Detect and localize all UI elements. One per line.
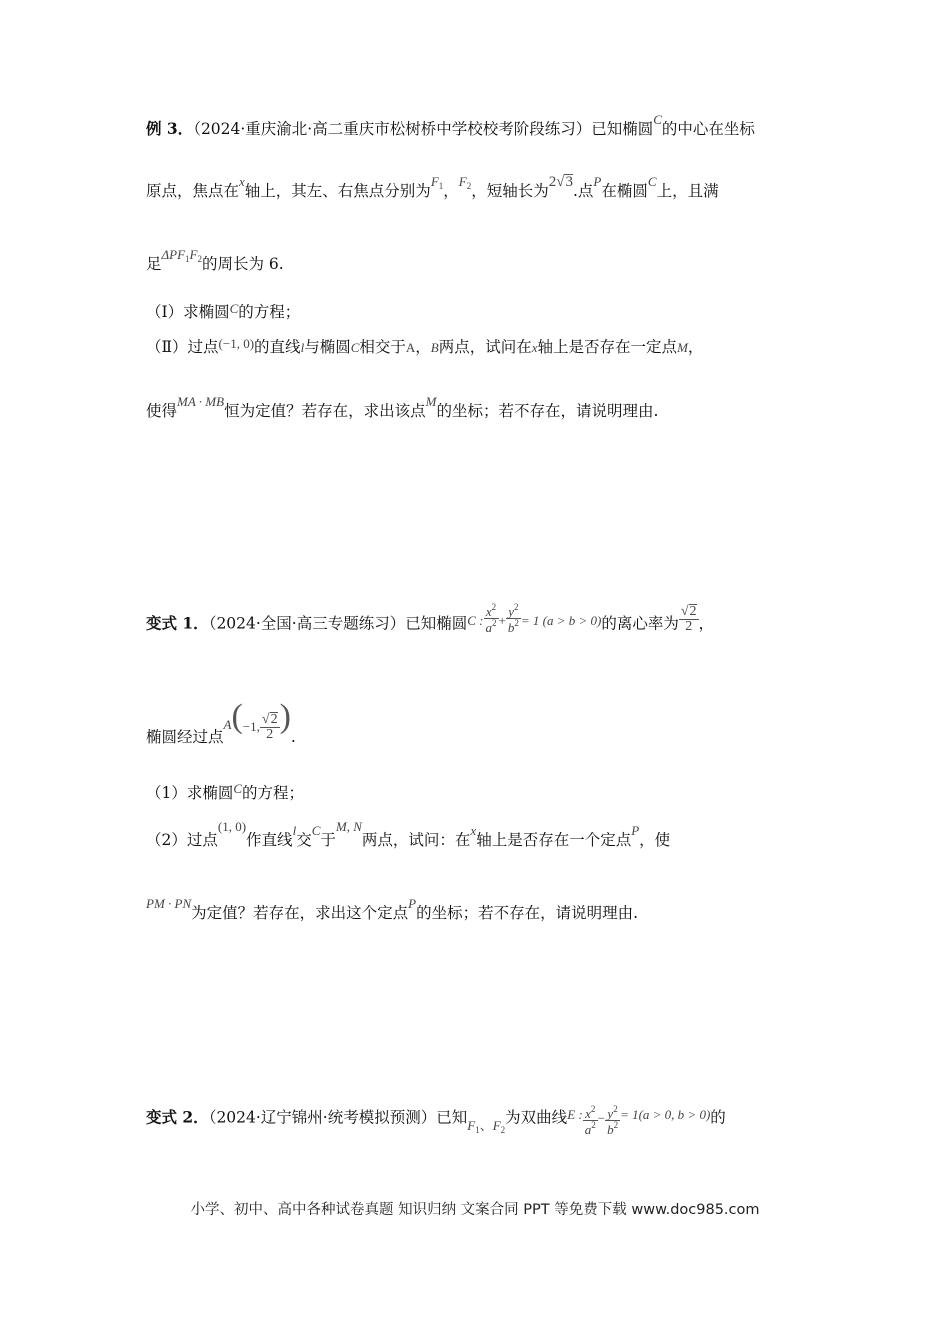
ex3-source: （2024·重庆渝北·高二重庆市松树桥中学校校考阶段练习）已知椭圆	[193, 120, 654, 138]
text: 于	[320, 831, 336, 849]
math-minus: −	[597, 1110, 606, 1126]
math-C: C	[229, 301, 239, 316]
page-footer: 小学、初中、高中各种试卷真题 知识归纳 文案合同 PPT 等免费下载 www.doc985.com	[190, 1202, 760, 1218]
math-paren-left: (	[231, 698, 243, 735]
math-l: l	[292, 823, 297, 838]
text: 与椭圆	[304, 338, 351, 356]
ex3-q2	[146, 336, 704, 356]
text: （2）过点	[146, 831, 218, 849]
math-neg1: −1,	[242, 719, 260, 734]
text: （I）求椭圆	[146, 303, 230, 321]
text: 的直线	[254, 338, 301, 356]
math-MN: M, N	[335, 819, 362, 834]
math-C: C	[653, 112, 662, 127]
text: （Ⅱ）过点	[146, 338, 219, 356]
math-y2-over-b2: $\frac{y^2}{b^2}$	[507, 602, 519, 635]
ex3-line-2	[146, 174, 719, 201]
text: 轴上是否存在一定点	[537, 338, 678, 356]
v2-label: 变式 2．	[146, 1107, 209, 1127]
math-P: P	[631, 823, 640, 838]
text: ，使	[639, 831, 671, 849]
v1-label: 变式 1．	[146, 613, 209, 633]
math-triangle: ΔPF1F2	[161, 247, 202, 264]
math-C: C	[350, 340, 360, 355]
text: 的离心率为	[601, 614, 679, 633]
math-x: x	[531, 340, 538, 355]
text: .点	[572, 182, 594, 200]
math-sqrt2-over-2: $\frac{√2}{2}$	[680, 603, 697, 634]
math-M: M	[425, 394, 437, 409]
math-l: l	[300, 340, 305, 355]
math-x: x	[470, 823, 477, 838]
v1-line-2	[146, 692, 296, 746]
math-B: B	[430, 340, 439, 355]
text: 为双曲线	[505, 1108, 568, 1127]
v1-source: （2024·全国·高三专题练习）已知椭圆	[208, 614, 468, 633]
math-plus: +	[498, 612, 506, 628]
math-A: A	[223, 717, 232, 732]
math-C: C	[311, 823, 321, 838]
math-M: M	[677, 340, 688, 355]
math-sqrt2-over-2: $\frac{√2}{2}$	[261, 712, 278, 742]
text: （1）求椭圆	[146, 784, 234, 802]
text: 足	[146, 255, 162, 273]
math-y2-over-b2: $\frac{y^2}{b^2}$	[607, 1104, 619, 1137]
text: 椭圆经过点	[146, 728, 224, 746]
text: 使得	[146, 402, 178, 420]
text: ，	[698, 614, 715, 633]
math-F2: F2	[458, 174, 472, 191]
math-eq1: = 1(a > 0, b > 0)	[620, 1106, 711, 1122]
ex3-label: 例 3．	[146, 119, 194, 138]
text: 为定值？若存在，求出这个定点	[191, 904, 409, 922]
text: 的	[710, 1108, 726, 1127]
math-x: x	[239, 174, 245, 189]
text: 的坐标；若不存在，请说明理由.	[416, 904, 639, 922]
v1-line-1	[146, 602, 715, 639]
math-P: P	[408, 896, 417, 911]
math-C: C	[233, 781, 243, 796]
v2-line-1	[146, 1103, 726, 1139]
math-P: P	[593, 174, 602, 189]
text: 的坐标；若不存在，请说明理由.	[436, 402, 659, 420]
text: 的方程；	[238, 303, 301, 321]
text: 轴上是否存在一个定点	[476, 831, 632, 849]
text: 两点，试问在	[438, 338, 532, 356]
math-point: (−1, 0)	[218, 336, 255, 351]
text: ，	[687, 338, 704, 356]
text: .	[290, 728, 296, 746]
text: 原点，焦点在	[146, 182, 240, 200]
math-ma-mb: MA · MB	[177, 394, 225, 409]
v1-q1	[146, 781, 305, 802]
math-x2-over-a2: $\frac{x^2}{a^2}$	[584, 1104, 596, 1137]
math-x2-over-a2: $\frac{x^2}{a^2}$	[485, 602, 497, 635]
text: 相交于	[359, 338, 406, 356]
math-pm-pn: PM · PN	[146, 896, 192, 911]
math-paren-right: )	[279, 698, 291, 735]
math-eq1: = 1 (a > b > 0)	[520, 612, 602, 628]
text: 的中心在坐标	[661, 120, 755, 138]
text: ，	[443, 182, 459, 200]
text: 作直线	[246, 831, 293, 849]
text: ，短轴长为	[471, 182, 549, 200]
ex3-line-1	[146, 112, 755, 138]
math-A: A	[405, 340, 416, 355]
text: 的周长为 6.	[201, 255, 284, 273]
text: 轴上，其左、右焦点分别为	[244, 182, 431, 200]
text: ，	[415, 338, 431, 356]
math-point: (1, 0)	[217, 819, 247, 834]
text: 恒为定值？若存在，求出该点	[224, 402, 426, 420]
math-C: C :	[467, 612, 484, 628]
v2-source: （2024·辽宁锦州·统考模拟预测）已知	[208, 1108, 468, 1127]
text: 上，且满	[656, 182, 719, 200]
text: 的方程；	[242, 784, 305, 802]
math-E: E :	[567, 1106, 583, 1122]
text: 在椭圆	[601, 182, 648, 200]
text: 交	[296, 831, 312, 849]
ex3-q1	[146, 301, 301, 321]
math-F1: F1	[430, 174, 444, 191]
math-C: C	[647, 174, 657, 189]
v1-q2	[146, 819, 671, 849]
math-2sqrt3: 2√3	[548, 174, 573, 190]
math-F1F2: F1、F2	[467, 1117, 506, 1135]
text: 两点，试问：在	[361, 831, 471, 849]
